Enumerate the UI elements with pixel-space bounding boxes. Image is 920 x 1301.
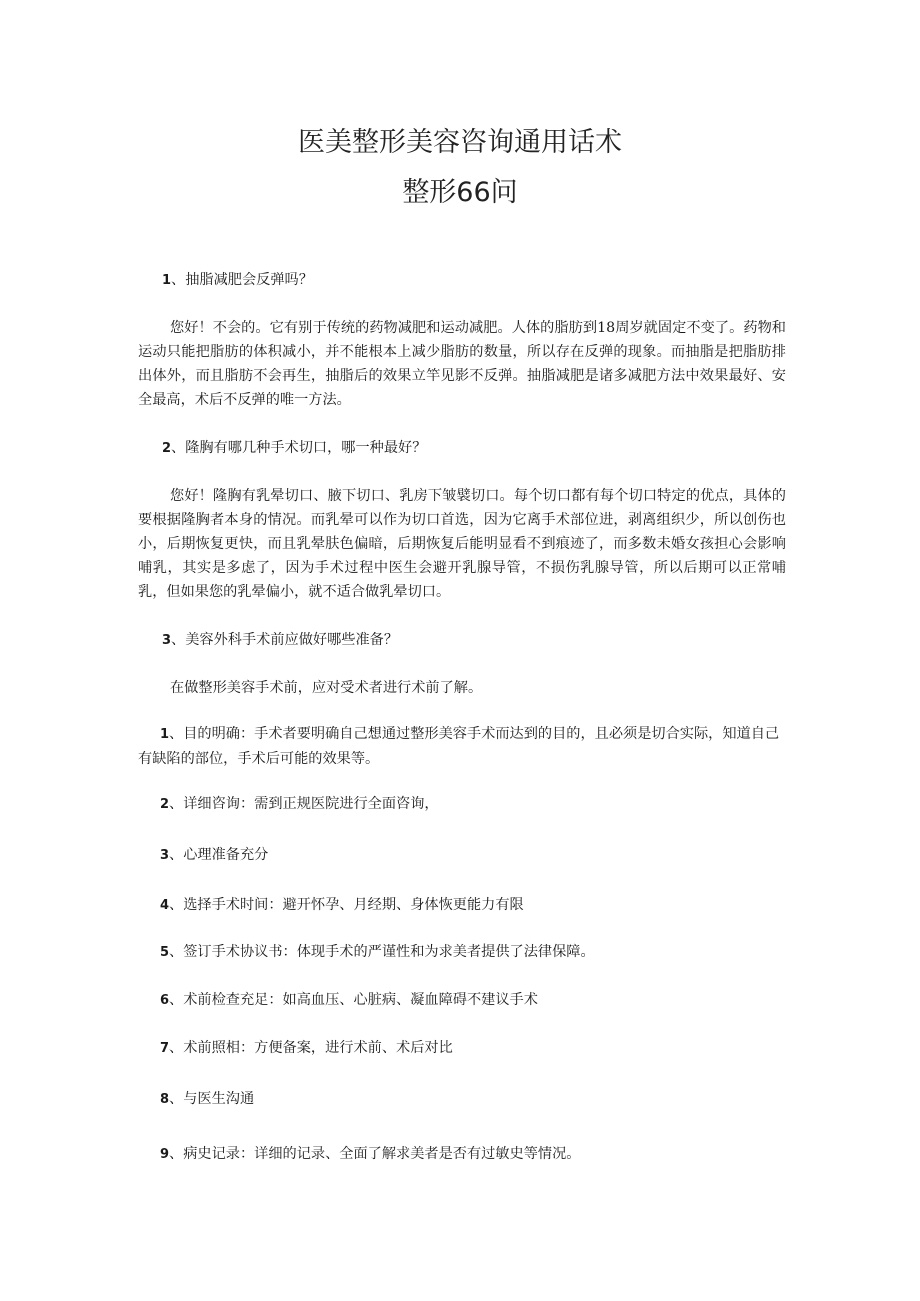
document-subtitle: 整形66问 bbox=[402, 177, 518, 208]
item-text: 、详细咨询：需到正规医院进行全面咨询， bbox=[169, 796, 439, 812]
item-text: 、选择手术时间：避开怀孕、月经期、身体恢更能力有限 bbox=[169, 897, 524, 913]
item-number: 1 bbox=[160, 727, 170, 742]
prep-item-2 bbox=[160, 792, 780, 817]
answer-1: 您好！不会的。它有别于传统的药物减肥和运动减肥。人体的脂肪到18周岁就固定不变了。药物和运动只能把脂肪的体积减小，并不能根本上减少脂肪的数量，所以存在反弹的现象。而抽脂是把脂肪排出体外，而且脂肪不会再生，抽脂后的效果立竿见影不反弹。抽脂减肥是诸多减肥方法中效果最好、安全最高，术后不反弹的唯一方法。 bbox=[138, 320, 786, 408]
prep-item-6 bbox=[160, 988, 780, 1013]
document-title: 医美整形美容咨询通用话术 bbox=[298, 127, 622, 158]
item-number: 8 bbox=[160, 1092, 170, 1107]
prep-item-7 bbox=[160, 1036, 780, 1061]
question-text: 、隆胸有哪几种手术切口，哪一种最好？ bbox=[171, 440, 427, 456]
question-number: 3 bbox=[162, 633, 172, 648]
prep-item-5 bbox=[160, 940, 780, 965]
prep-item-4 bbox=[160, 893, 780, 918]
item-number: 9 bbox=[160, 1147, 170, 1162]
item-number: 6 bbox=[160, 993, 170, 1008]
item-number: 7 bbox=[160, 1041, 170, 1056]
question-2 bbox=[160, 436, 780, 461]
item-text: 、目的明确：手术者要明确自己想通过整形美容手术而达到的目的，且必须是切合实际，知道自己有缺陷的部位，手术后可能的效果等。 bbox=[138, 726, 780, 767]
answer-2: 您好！隆胸有乳晕切口、腋下切口、乳房下皱襞切口。每个切口都有每个切口特定的优点，具体的要根据隆胸者本身的情况。而乳晕可以作为切口首选，因为它离手术部位进，剥离组织少，所以创伤也小，后期恢复更快，而且乳晕肤色偏暗，后期恢复后能明显看不到痕迹了，而多数未婚女孩担心会影响哺乳，其实是多虑了，因为手术过程中医生会避开乳腺导管，不损伤乳腺导管，所以后期可以正常哺乳，但如果您的乳晕偏小，就不适合做乳晕切口。 bbox=[138, 488, 786, 600]
item-text: 、术前检查充足：如高血压、心脏病、凝血障碍不建议手术 bbox=[169, 992, 538, 1008]
question-3 bbox=[160, 628, 780, 653]
question-text: 、美容外科手术前应做好哪些准备？ bbox=[171, 632, 399, 648]
item-number: 3 bbox=[160, 848, 170, 863]
item-number: 5 bbox=[160, 945, 170, 960]
question-number: 2 bbox=[162, 441, 172, 456]
item-text: 、心理准备充分 bbox=[169, 847, 269, 863]
prep-item-3 bbox=[160, 843, 780, 868]
item-number: 2 bbox=[160, 797, 170, 812]
question-text: 、抽脂减肥会反弹吗？ bbox=[171, 272, 313, 288]
item-text: 、签订手术协议书：体现手术的严谨性和为求美者提供了法律保障。 bbox=[169, 944, 595, 960]
prep-item-1 bbox=[138, 722, 786, 771]
item-text: 、病史记录：详细的记录、全面了解求美者是否有过敏史等情况。 bbox=[169, 1146, 581, 1162]
item-number: 4 bbox=[160, 898, 170, 913]
prep-item-9 bbox=[160, 1142, 780, 1167]
answer-3: 在做整形美容手术前，应对受术者进行术前了解。 bbox=[170, 680, 483, 696]
item-text: 、术前照相：方便备案，进行术前、术后对比 bbox=[169, 1040, 453, 1056]
question-1 bbox=[160, 268, 780, 293]
prep-item-8 bbox=[160, 1087, 780, 1112]
question-number: 1 bbox=[162, 273, 172, 288]
item-text: 、与医生沟通 bbox=[169, 1091, 255, 1107]
